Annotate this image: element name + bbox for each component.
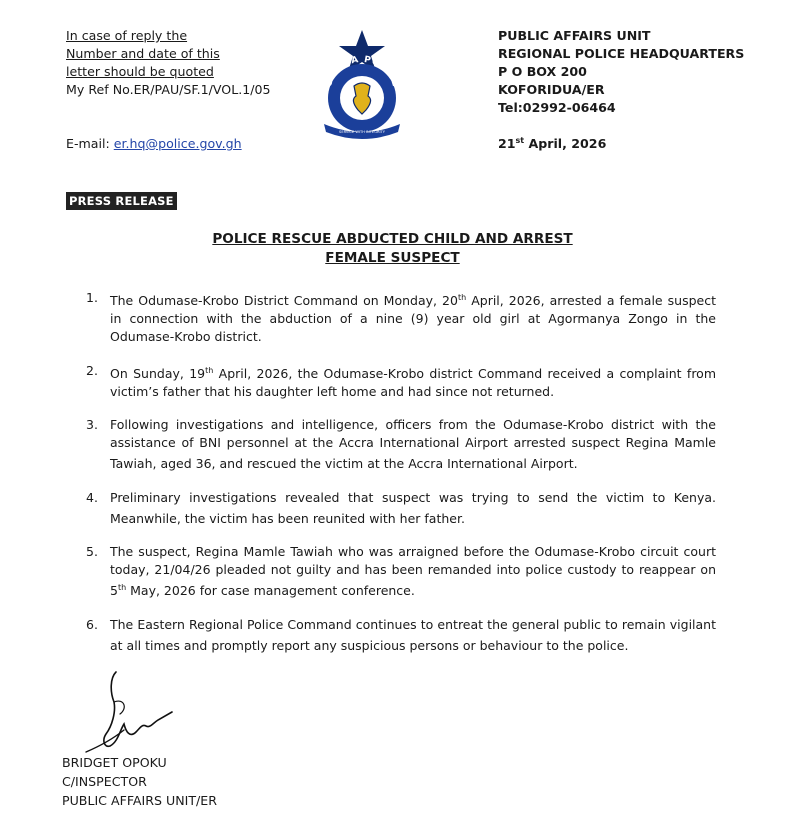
item-text: The Odumase-Krobo District Command on Monday, 20 <box>110 293 458 308</box>
signatory-unit: PUBLIC AFFAIRS UNIT/ER <box>62 793 217 808</box>
signatory-rank: C/INSPECTOR <box>62 774 147 789</box>
reply-line-2: Number and date of this <box>66 46 220 61</box>
address-line-2: REGIONAL POLICE HEADQUARTERS <box>498 46 745 61</box>
release-date <box>498 136 606 151</box>
item-number: 3. <box>86 417 98 433</box>
list-item <box>86 289 716 347</box>
emblem-motto: SERVICE WITH INTEGRITY <box>339 130 385 134</box>
title-line-2: FEMALE SUSPECT <box>325 250 460 266</box>
reply-line-1: In case of reply the <box>66 28 188 43</box>
list-item <box>86 362 716 401</box>
item-number: 2. <box>86 362 98 378</box>
reply-instructions <box>66 27 271 99</box>
address-line-1: PUBLIC AFFAIRS UNIT <box>498 28 651 43</box>
item-text: On Sunday, 19 <box>110 365 206 381</box>
address-line-3: P O BOX 200 <box>498 64 587 79</box>
item-sup: th <box>205 365 214 375</box>
item-text: Preliminary investigations revealed that suspect was trying to send the victim to Kenya. Meanwhile, the victim has been reunited with her father. <box>110 489 716 526</box>
title-line-1: POLICE RESCUE ABDUCTED CHILD AND ARREST <box>212 231 573 247</box>
item-text-cont: April, 2026, arrested a female suspect in connection with the abduction of a nine (9) year old girl at Agormanya Zongo in the Odumase-Krobo district. <box>110 293 716 345</box>
signature-icon <box>80 668 180 758</box>
item-text-cont: April, 2026, the Odumase-Krobo district Command received a complaint from victim’s father that his daughter left home and had since not returned. <box>110 365 717 399</box>
date-day: 21 <box>498 136 516 151</box>
office-address <box>498 27 744 117</box>
page-title <box>0 230 785 268</box>
date-rest: April, 2026 <box>524 136 607 151</box>
item-text: The Eastern Regional Police Command continues to entreat the general public to remain vigilant at all times and promptly report any suspicious persons or behaviour to the police. <box>110 616 716 653</box>
reply-line-3: letter should be quoted <box>66 64 214 79</box>
address-line-4: KOFORIDUA/ER <box>498 82 605 97</box>
email-link[interactable]: er.hq@police.gov.gh <box>113 136 242 151</box>
address-line-5: Tel:02992-06464 <box>498 100 616 115</box>
item-sup: th <box>457 293 467 302</box>
item-number: 4. <box>86 489 98 505</box>
date-suffix: st <box>515 136 525 145</box>
item-text: The suspect, Regina Mamle Tawiah who was arraigned before the Odumase-Krobo circuit court today, 21/04/26 pleaded not guilty and has been remanded into police custody to reappear on 5 <box>110 544 716 599</box>
list-item <box>86 616 716 655</box>
ghana-police-emblem-icon <box>314 28 410 140</box>
reference-number: My Ref No.ER/PAU/SF.1/VOL.1/05 <box>66 82 271 97</box>
signatory-block <box>62 753 217 810</box>
item-number: 5. <box>86 544 98 560</box>
signatory-name: BRIDGET OPOKU <box>62 755 167 770</box>
list-item <box>86 543 716 601</box>
emblem-ring-text: GHANA POLICE <box>323 54 401 89</box>
press-release-label: PRESS RELEASE <box>66 192 177 210</box>
item-sup: th <box>117 583 127 593</box>
list-item <box>86 489 716 528</box>
item-text-cont: May, 2026 for case management conference. <box>126 583 415 599</box>
email-label: E-mail: <box>66 136 110 151</box>
email-line <box>66 136 242 151</box>
release-items <box>86 289 716 655</box>
list-item <box>86 416 716 474</box>
item-text: Following investigations and intelligence, officers from the Odumase-Krobo district with the assistance of BNI personnel at the Accra International Airport arrested suspect Regina Mamle Tawiah, aged 36, and rescued the victim at the Accra International Airport. <box>110 417 716 472</box>
item-number: 1. <box>86 290 98 305</box>
item-number: 6. <box>86 616 98 632</box>
